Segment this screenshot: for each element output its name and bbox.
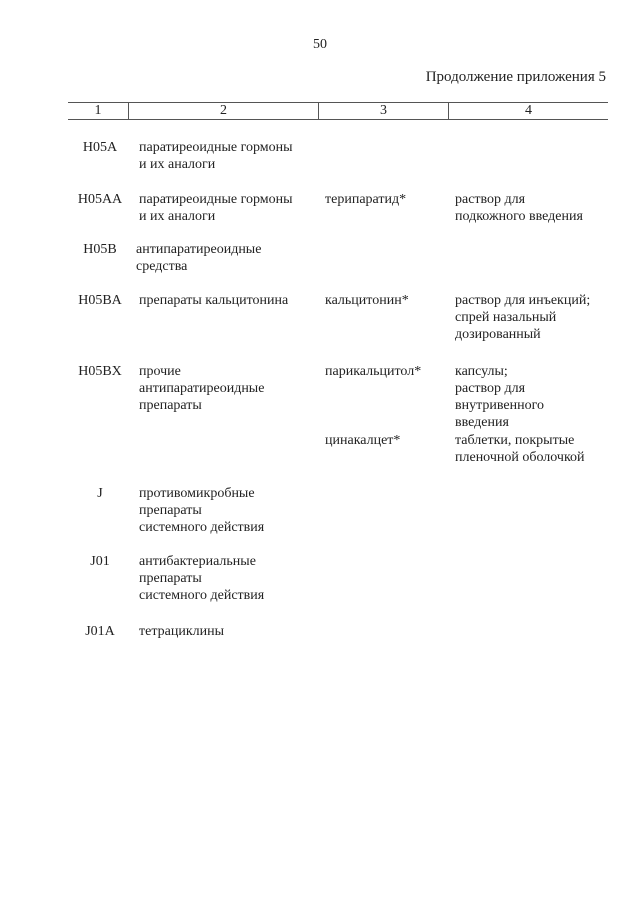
- drug-name: кальцитонин*: [325, 293, 409, 308]
- atc-code: J: [97, 486, 103, 501]
- group-name: тетрациклины: [139, 624, 224, 639]
- atc-code: J01A: [85, 624, 115, 639]
- group-name: прочие антипаратиреоидные препараты: [139, 364, 265, 413]
- atc-code: H05BA: [78, 293, 122, 308]
- atc-code: H05AA: [77, 192, 123, 207]
- header-col-2: 2: [220, 103, 227, 118]
- group-name: антипаратиреоидные средства: [136, 242, 262, 274]
- header-col-1: 1: [94, 103, 102, 118]
- drug-name: терипаратид*: [325, 192, 407, 207]
- drug-name: цинакалцет*: [325, 433, 401, 448]
- atc-code: J01: [90, 554, 110, 569]
- group-name: паратиреоидные гормоны и их аналоги: [139, 192, 293, 224]
- group-name: паратиреоидные гормоны и их аналоги: [139, 140, 293, 172]
- group-name: противомикробные препараты системного действия: [139, 486, 265, 535]
- header-col-4: 4: [525, 103, 532, 118]
- dosage-form: капсулы; раствор для внутривенного введения: [455, 364, 545, 430]
- group-name: препараты кальцитонина: [139, 293, 289, 308]
- header-col-3: 3: [380, 103, 387, 118]
- atc-code: H05BX: [78, 364, 122, 379]
- drug-name: парикальцитол*: [325, 364, 422, 379]
- dosage-form: раствор для подкожного введения: [455, 192, 583, 224]
- atc-code: H05A: [82, 140, 118, 155]
- page-number: 50: [313, 37, 327, 52]
- dosage-form: раствор для инъекций; спрей назальный дозированный: [455, 293, 591, 342]
- group-name: антибактериальные препараты системного действия: [139, 554, 265, 603]
- table-header: [68, 102, 608, 120]
- atc-code: H05B: [83, 242, 117, 257]
- continuation-title: Продолжение приложения 5: [425, 69, 606, 85]
- dosage-form: таблетки, покрытые пленочной оболочкой: [455, 433, 585, 465]
